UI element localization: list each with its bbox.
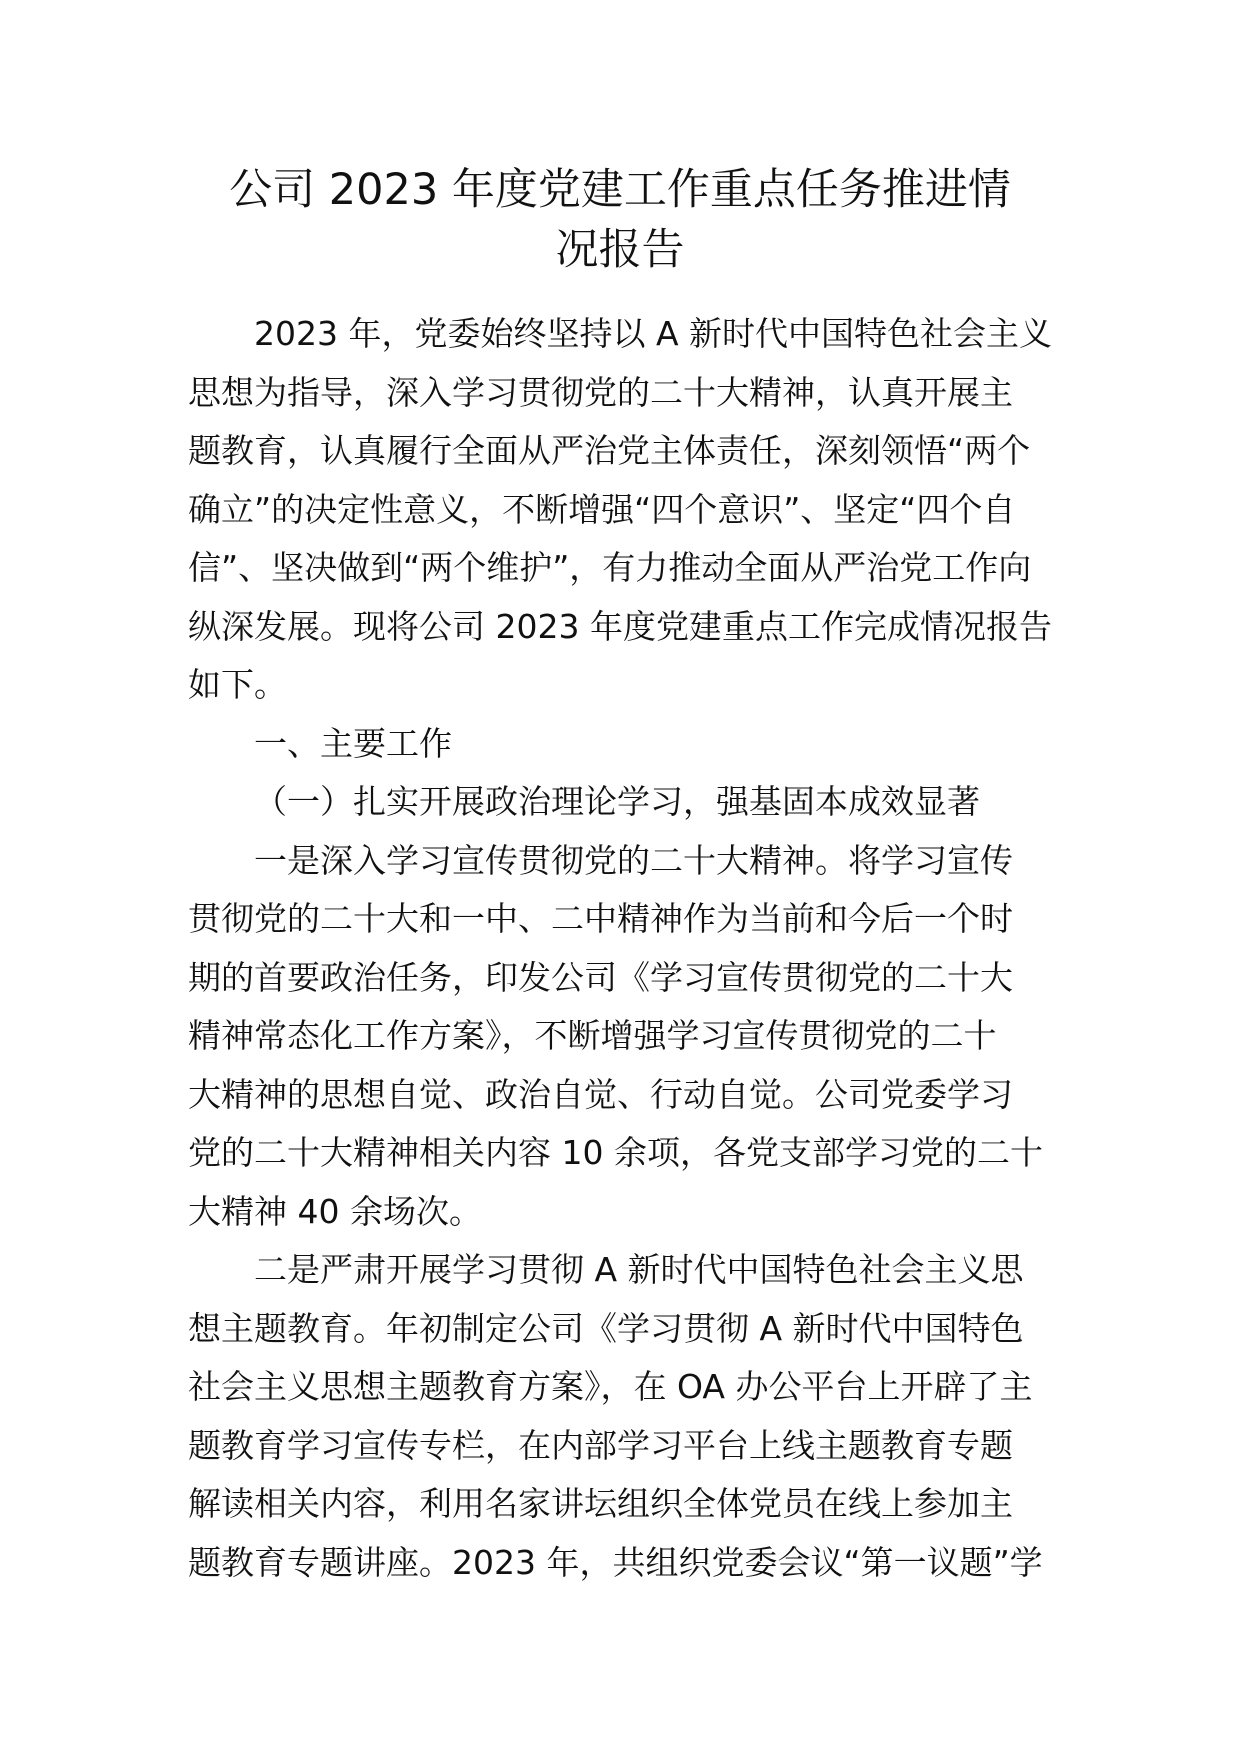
title-line-1: 公司 2023 年度党建工作重点任务推进情 [229,165,1011,215]
text-line: 一、主要工作 [254,723,452,763]
text-line: 大精神的思想自觉、政治自觉、行动自觉。公司党委学习 [188,1074,1013,1114]
text-line: 大精神 40 余场次。 [188,1191,482,1231]
document-body [188,305,1053,1592]
text-line: 思想为指导，深入学习贯彻党的二十大精神，认真开展主 [188,372,1013,412]
text-line: （一）扎实开展政治理论学习，强基固本成效显著 [254,782,980,821]
text-line: 题教育专题讲座。2023 年，共组织党委会议“第一议题”学 [188,1542,1043,1582]
text-line: 社会主义思想主题教育方案》，在 OA 办公平台上开辟了主 [188,1367,1033,1406]
text-line: 期的首要政治任务，印发公司《学习宣传贯彻党的二十大 [188,957,1013,997]
text-line: 2023 年，党委始终坚持以 A 新时代中国特色社会主义 [254,314,1053,353]
text-line: 题教育，认真履行全面从严治党主体责任，深刻领悟“两个 [188,431,1031,470]
text-line: 确立”的决定性意义，不断增强“四个意识”、坚定“四个自 [188,489,1016,529]
text-line: 题教育学习宣传专栏，在内部学习平台上线主题教育专题 [188,1425,1013,1465]
title-line-2: 况报告 [555,225,685,275]
text-line: 精神常态化工作方案》，不断增强学习宣传贯彻党的二十 [188,1016,997,1055]
text-line: 贯彻党的二十大和一中、二中精神作为当前和今后一个时 [188,899,1013,938]
text-line: 信”、坚决做到“两个维护”，有力推动全面从严治党工作向 [188,548,1032,587]
document-title [180,160,1060,280]
text-line: 二是严肃开展学习贯彻 A 新时代中国特色社会主义思 [254,1250,1024,1289]
text-line: 如下。 [188,665,287,704]
text-line: 解读相关内容，利用名家讲坛组织全体党员在线上参加主 [188,1484,1013,1523]
text-line: 想主题教育。年初制定公司《学习贯彻 A 新时代中国特色 [188,1308,1024,1348]
text-line: 纵深发展。现将公司 2023 年度党建重点工作完成情况报告 [188,606,1052,646]
text-line: 一是深入学习宣传贯彻党的二十大精神。将学习宣传 [254,840,1013,880]
text-line: 党的二十大精神相关内容 10 余项，各党支部学习党的二十 [188,1133,1043,1172]
